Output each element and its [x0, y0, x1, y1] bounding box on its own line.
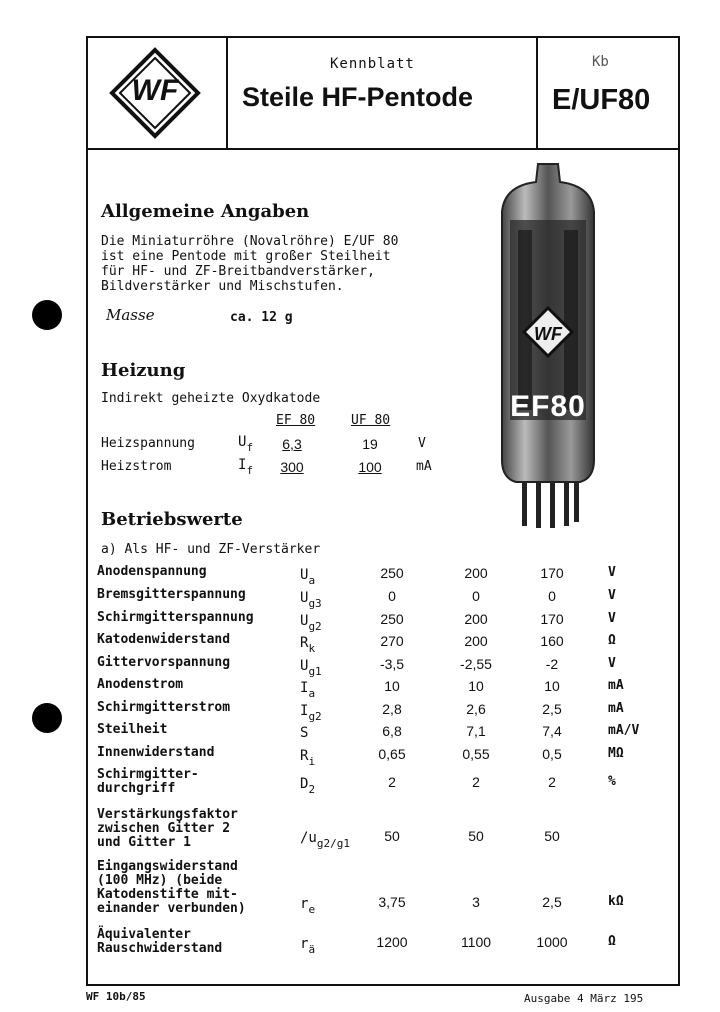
header-divider-left: [226, 36, 228, 149]
operating-row-symbol: [300, 567, 316, 587]
operating-row-value-2: -2,55: [460, 656, 492, 672]
operating-row-value-3: 2,5: [542, 701, 562, 717]
heating-row-value-uf80: 19: [362, 436, 378, 452]
operating-row-value-3: -2: [545, 656, 559, 672]
operating-row-value-3: 1000: [536, 934, 568, 950]
operating-row-label: Katodenwiderstand: [97, 632, 231, 647]
operating-row-unit: mA/V: [608, 723, 640, 738]
heating-row-value-ef80: 300: [280, 459, 304, 475]
tube-code: E/UF80: [552, 84, 651, 116]
heating-row-label: Heizspannung: [101, 436, 195, 451]
operating-row-label: Innenwiderstand: [97, 745, 215, 760]
operating-row-value-3: 170: [540, 611, 564, 627]
operating-row-symbol-sub: ä: [308, 943, 316, 956]
operating-row-symbol-sub: g1: [308, 665, 322, 678]
operating-row-value-3: 7,4: [542, 723, 562, 739]
kennblatt-label: Kennblatt: [330, 56, 415, 72]
operating-row-value-3: 2,5: [542, 894, 562, 910]
tube-photo: [488, 160, 608, 532]
operating-row-symbol-main: U: [300, 658, 309, 674]
operating-row-value-2: 2,6: [466, 701, 486, 717]
footer-code: WF 10b/85: [86, 990, 146, 1003]
operating-row-value-3: 50: [544, 828, 560, 844]
operating-heading: Betriebswerte: [101, 509, 243, 530]
general-line-2: ist eine Pentode mit großer Steilheit: [101, 249, 391, 264]
operating-row-unit: Ω: [608, 633, 616, 648]
operating-row-symbol-main: U: [300, 567, 309, 583]
operating-row-value-2: 2: [472, 774, 480, 790]
operating-row-unit: V: [608, 656, 616, 671]
operating-row-symbol: [300, 725, 308, 741]
operating-row-value-2: 3: [472, 894, 480, 910]
header-divider-right: [536, 36, 538, 149]
operating-row-value-1: 2,8: [382, 701, 402, 717]
wf-logo: [108, 46, 202, 140]
operating-row-unit: Ω: [608, 934, 616, 949]
operating-row-value-2: 10: [468, 678, 484, 694]
operating-row-symbol-main: U: [300, 590, 309, 606]
operating-row-symbol-sub: a: [308, 574, 316, 587]
operating-row-value-1: 3,75: [378, 894, 406, 910]
heating-subtitle: Indirekt geheizte Oxydkatode: [101, 391, 321, 406]
heating-col-uf80: UF 80: [351, 413, 391, 428]
operating-row-value-2: 200: [464, 565, 488, 581]
corner-mark: Kb: [592, 54, 609, 70]
operating-row-unit: MΩ: [608, 746, 624, 761]
mass-label: Masse: [106, 306, 155, 324]
operating-row-value-1: 6,8: [382, 723, 402, 739]
operating-row-symbol-sub: g3: [308, 597, 322, 610]
operating-row-symbol-main: r: [300, 896, 309, 912]
operating-row-label: Bremsgitterspannung: [97, 587, 246, 602]
heating-row-value-uf80: 100: [358, 459, 382, 475]
operating-row-symbol-sub: a: [308, 687, 316, 700]
operating-row-symbol-sub: g2/g1: [316, 837, 350, 850]
operating-row-label: Äquivalenter Rauschwiderstand: [97, 927, 223, 956]
heating-col-ef80: EF 80: [276, 413, 316, 428]
svg-text:WF: WF: [534, 324, 562, 344]
operating-row-value-1: 10: [384, 678, 400, 694]
tube-label: EF80: [510, 390, 586, 423]
general-line-3: für HF- und ZF-Breitbandverstärker,: [101, 264, 375, 279]
general-line-4: Bildverstärker und Mischstufen.: [101, 279, 344, 294]
operating-row-symbol: [300, 830, 350, 850]
operating-row-value-1: 270: [380, 633, 404, 649]
operating-row-symbol-main: R: [300, 748, 309, 764]
operating-row-label: Schirmgitterspannung: [97, 610, 254, 625]
operating-row-value-2: 200: [464, 611, 488, 627]
operating-row-symbol-main: R: [300, 635, 309, 651]
operating-row-symbol-sub: g2: [308, 620, 322, 633]
operating-row-value-1: 0,65: [378, 746, 406, 762]
operating-row-label: Anodenstrom: [97, 677, 184, 692]
operating-row-value-3: 170: [540, 565, 564, 581]
operating-row-unit: V: [608, 588, 616, 603]
operating-row-value-2: 0: [472, 588, 480, 604]
operating-row-unit: V: [608, 611, 616, 626]
operating-row-value-3: 0: [548, 588, 556, 604]
operating-row-label: Schirmgitterstrom: [97, 700, 231, 715]
operating-row-symbol: [300, 936, 316, 956]
operating-row-symbol: [300, 680, 316, 700]
heating-heading: Heizung: [101, 360, 186, 381]
header-divider: [86, 148, 680, 150]
operating-row-unit: V: [608, 565, 616, 580]
operating-row-value-3: 0,5: [542, 746, 562, 762]
operating-row-label: Schirmgitter- durchgriff: [97, 767, 199, 796]
operating-row-symbol: [300, 613, 322, 633]
operating-row-symbol-main: U: [300, 613, 309, 629]
operating-row-symbol: [300, 590, 322, 610]
operating-row-value-1: -3,5: [379, 656, 405, 672]
operating-row-symbol-main: D: [300, 776, 309, 792]
operating-row-symbol: [300, 703, 322, 723]
operating-row-unit: %: [608, 774, 616, 789]
heating-row-unit: mA: [416, 459, 432, 474]
operating-row-value-2: 50: [468, 828, 484, 844]
operating-row-value-2: 0,55: [462, 746, 490, 762]
general-heading: Allgemeine Angaben: [101, 201, 310, 222]
heating-row-label: Heizstrom: [101, 459, 172, 474]
operating-row-value-1: 2: [388, 774, 396, 790]
operating-row-value-3: 10: [544, 678, 560, 694]
operating-row-symbol: [300, 635, 316, 655]
operating-row-label: Steilheit: [97, 722, 168, 737]
operating-row-value-1: 0: [388, 588, 396, 604]
operating-row-symbol-sub: k: [308, 642, 316, 655]
footer-date: Ausgabe 4 März 195: [524, 992, 644, 1005]
operating-row-unit: mA: [608, 701, 624, 716]
operating-row-symbol-main: S: [300, 725, 309, 741]
operating-row-symbol-main: I: [300, 703, 309, 719]
operating-row-symbol-main: /u: [300, 830, 317, 846]
operating-row-label: Gittervorspannung: [97, 655, 231, 670]
operating-row-value-1: 1200: [376, 934, 408, 950]
general-line-1: Die Miniaturröhre (Novalröhre) E/UF 80: [101, 234, 399, 249]
heating-row-symbol: $I_f$: [238, 457, 254, 477]
mass-value: ca. 12 g: [230, 310, 293, 325]
page-title: Steile HF-Pentode: [242, 82, 474, 112]
operating-row-label: Anodenspannung: [97, 564, 207, 579]
heating-row-value-ef80: 6,3: [282, 436, 302, 452]
operating-row-symbol-sub: g2: [308, 710, 322, 723]
operating-row-symbol: [300, 896, 316, 916]
operating-row-value-3: 2: [548, 774, 556, 790]
operating-row-symbol: [300, 748, 316, 768]
operating-subtitle: a) Als HF- und ZF-Verstärker: [101, 542, 321, 557]
operating-row-label: Verstärkungsfaktor zwischen Gitter 2 und Gitter 1: [97, 807, 238, 850]
operating-row-symbol-sub: i: [308, 755, 316, 768]
heating-row-unit: V: [418, 436, 426, 451]
operating-row-label: Eingangswiderstand (100 MHz) (beide Katodenstifte mit- einander verbunden): [97, 859, 246, 916]
heating-row-symbol: $U_f$: [238, 434, 254, 454]
punch-hole-top: [32, 300, 62, 330]
operating-row-value-2: 1100: [460, 934, 492, 950]
operating-row-value-1: 50: [384, 828, 400, 844]
operating-row-value-3: 160: [540, 633, 564, 649]
operating-row-symbol: [300, 658, 322, 678]
operating-row-unit: mA: [608, 678, 624, 693]
punch-hole-bottom: [32, 703, 62, 733]
wf-logo-text: WF: [131, 74, 179, 107]
operating-row-symbol: [300, 776, 316, 796]
operating-row-symbol-sub: 2: [308, 783, 316, 796]
operating-row-symbol-main: r: [300, 936, 309, 952]
operating-row-value-2: 200: [464, 633, 488, 649]
operating-row-symbol-sub: e: [308, 903, 316, 916]
operating-row-value-1: 250: [380, 611, 404, 627]
operating-row-value-1: 250: [380, 565, 404, 581]
operating-row-value-2: 7,1: [466, 723, 486, 739]
operating-row-symbol-main: I: [300, 680, 309, 696]
operating-row-unit: kΩ: [608, 894, 624, 909]
